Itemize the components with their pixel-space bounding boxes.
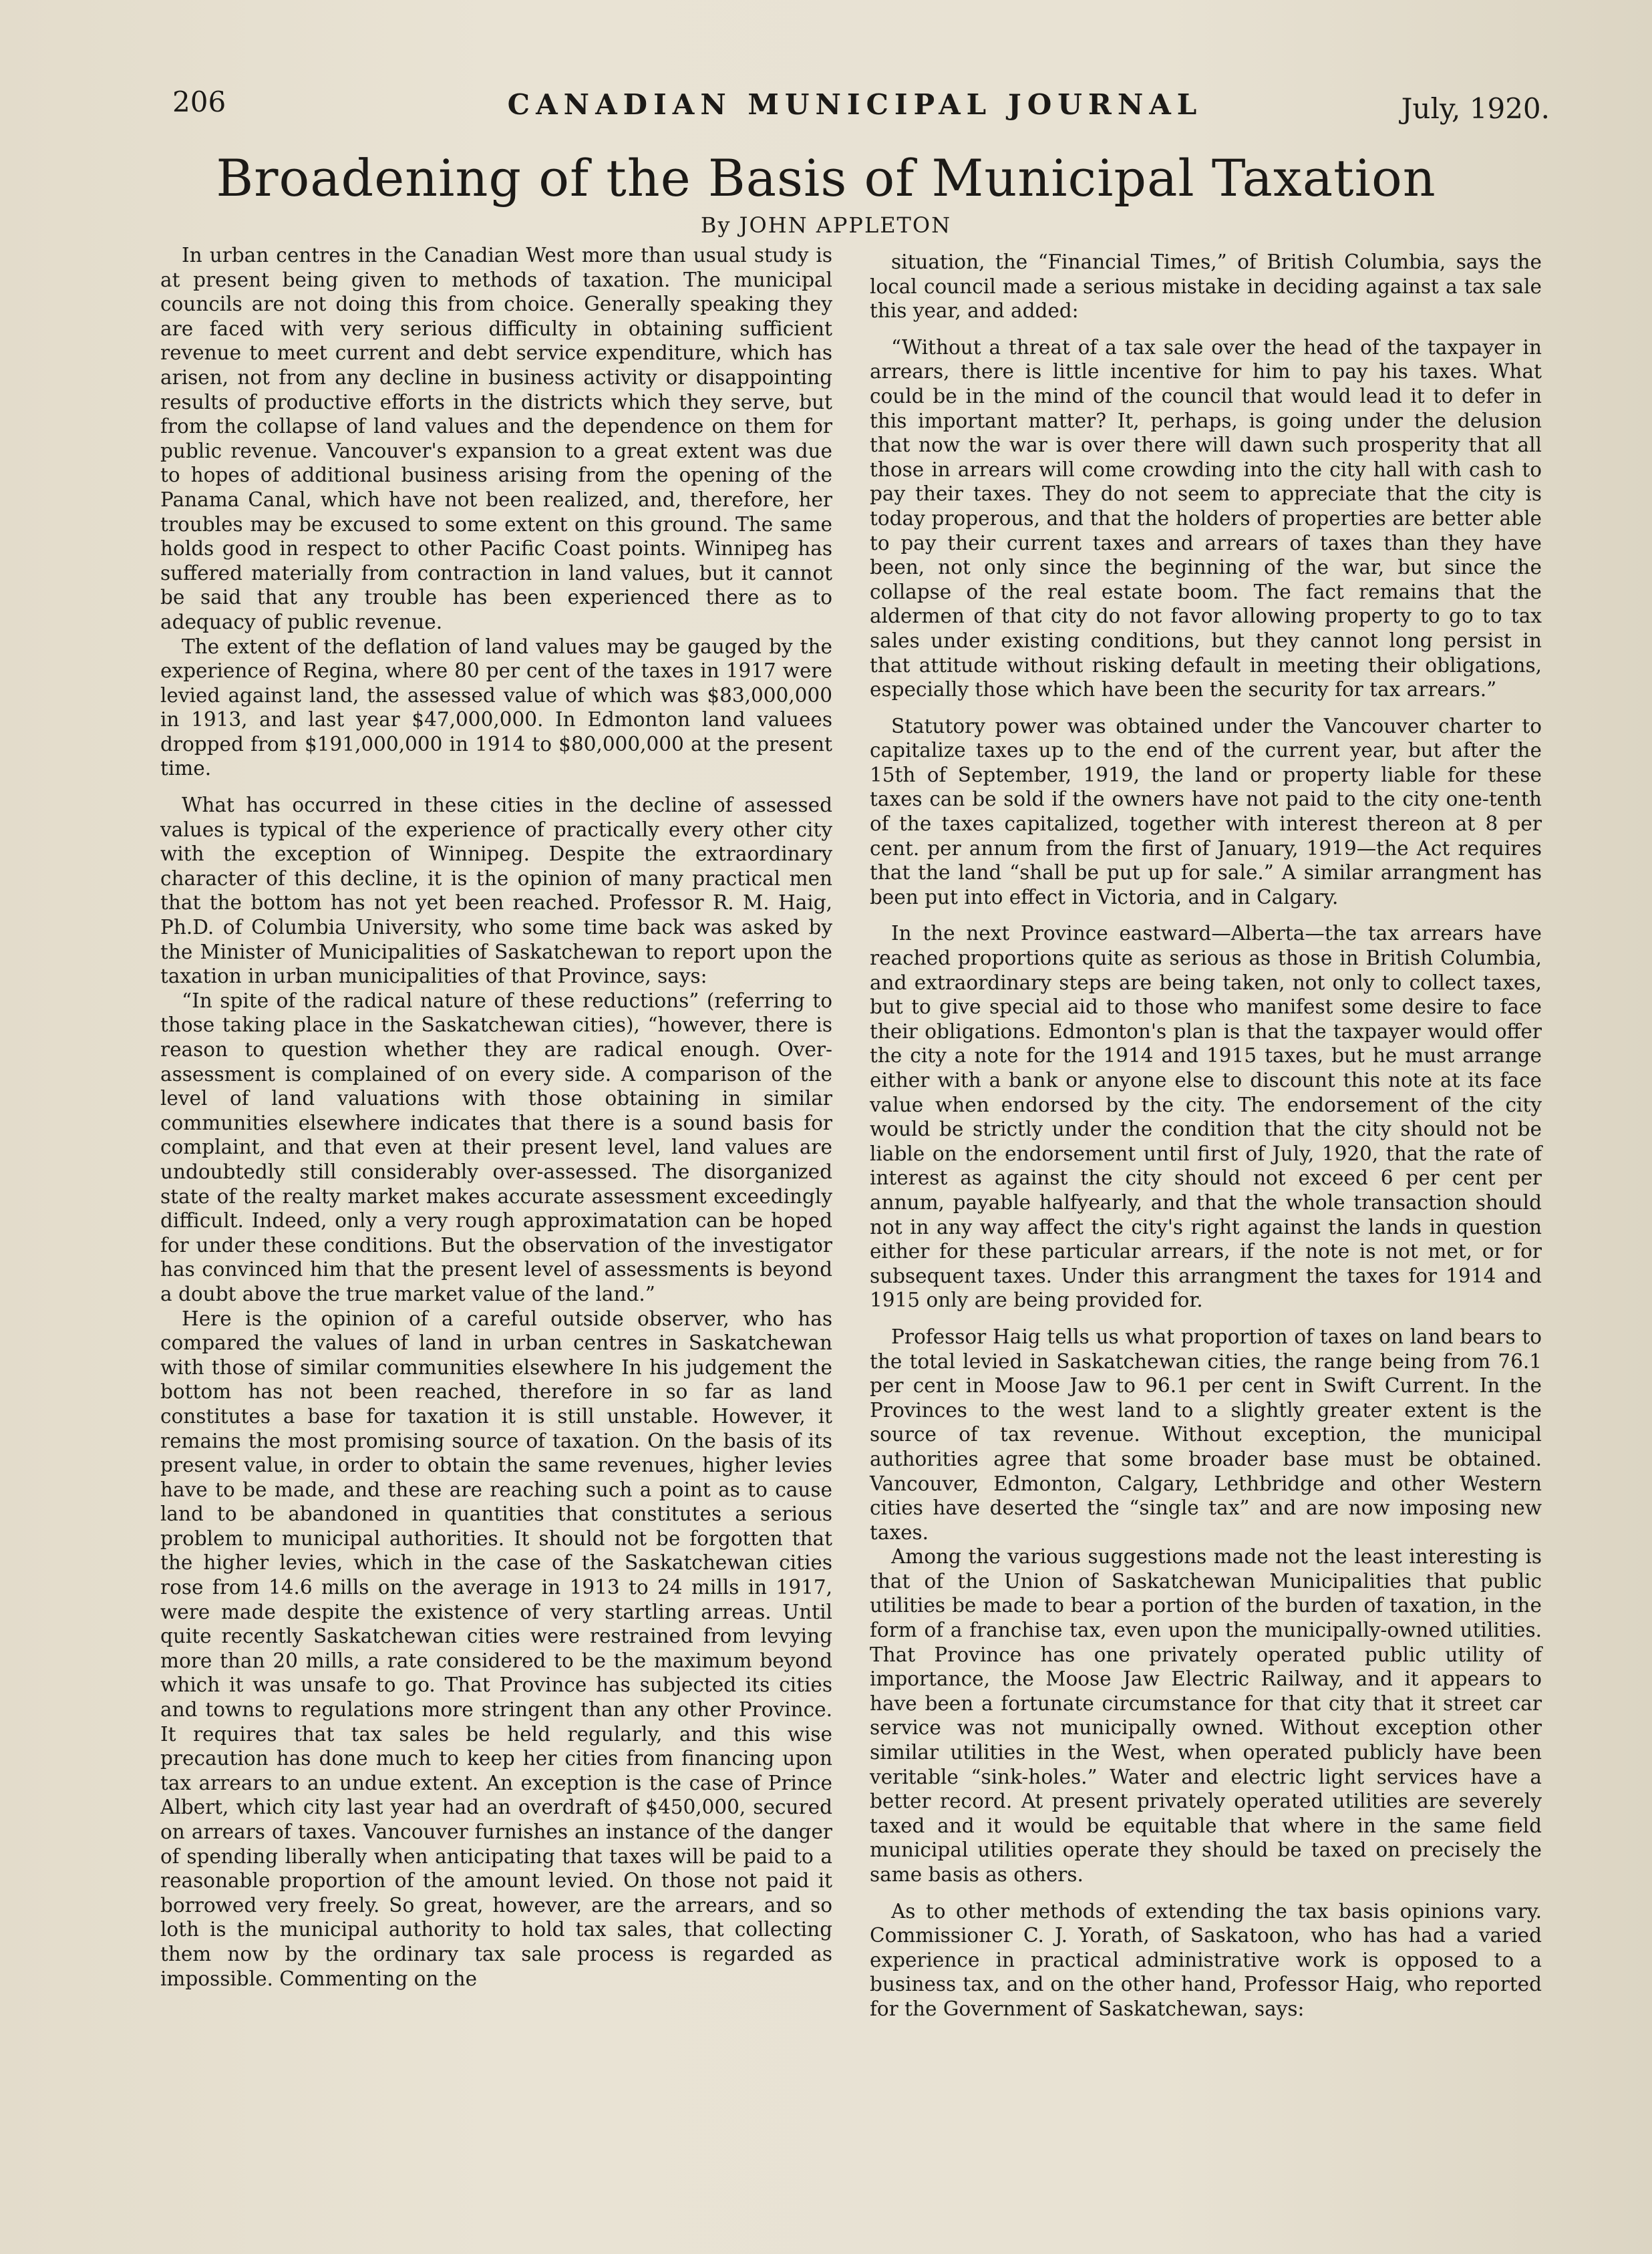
- paragraph: The extent of the deflation of land values may be gauged by the experience of Regina, where 80 per cent of the taxes in 1917 were levied against land, the assessed value of which was $83,000,000 in 1913, and last year $47,000,000. In Edmonton land valuees dropped from $191,000,000 in 1914 to $80,000,000 at the present time.: [160, 635, 832, 780]
- article-byline: By JOHN APPLETON: [700, 212, 952, 238]
- quoted-paragraph: “In spite of the radical nature of these reductions” (referring to those taking place in the Saskatchewan cities), “however, there is reason to question whether they are radical enough. Over-assessment is complained of on every side. A comparison of the level of land valuations with those obtaining in similar communities elsewhere indicates that there is a sound basis for complaint, and that even at their present level, land values are undoubtedly still considerably over-assessed. The disorganized state of the realty market makes accurate assessment exceedingly difficult. Indeed, only a very rough approximatation can be hoped for under these conditions. But the observation of the investigator has convinced him that the present level of assessments is beyond a doubt above the true market value of the land.”: [160, 989, 832, 1305]
- paragraph: What has occurred in these cities in the decline of assessed values is typical of the experience of practically every other city with the exception of Winnipeg. Despite the extraordinary character of this decline, it is the opinion of many practical men that the bottom has not yet been reached. Professor R. M. Haig, Ph.D. of Columbia University, who some time back was asked by the Minister of Municipalities of Saskatchewan to report upon the taxation in urban municipalities of that Province, says:: [160, 794, 832, 988]
- right-column: [870, 250, 1542, 2022]
- paragraph: As to other methods of extending the tax basis opinions vary. Commissioner C. J. Yorath, of Saskatoon, who has had a varied experience in practical administrative work is opposed to a business tax, and on the other hand, Professor Haig, who reported for the Government of Saskatchewan, says:: [870, 1899, 1542, 2020]
- paragraph: Here is the opinion of a careful outside observer, who has compared the values of land in urban centres in Saskatchewan with those of similar communities elsewhere In his judgement the bottom has not been reached, therefore in so far as land constitutes a base for taxation it is still unstable. However, it remains the most promising source of taxation. On the basis of its present value, in order to obtain the same revenues, higher levies have to be made, and these are reaching such a point as to cause land to be abandoned in quantities that constitutes a serious problem to municipal authorities. It should not be forgotten that the higher levies, which in the case of the Saskatchewan cities rose from 14.6 mills on the average in 1913 to 24 mills in 1917, were made despite the existence of very startling arreas. Until quite recently Saskatchewan cities were restrained from levying more than 20 mills, a rate considered to be the maximum beyond which it was unsafe to go. That Province has subjected its cities and towns to regulations more stringent than any other Province. It requires that tax sales be held regularly, and this wise precaution has done much to keep her cities from financing upon tax arrears to an undue extent. An exception is the case of Prince Albert, which city last year had an overdraft of $450,000, secured on arrears of taxes. Vancouver furnishes an instance of the danger of spending liberally when anticipating that taxes will be paid to a reasonable proportion of the amount levied. On those not paid it borrowed very freely. So great, however, are the arrears, and so loth is the municipal authority to hold tax sales, that collecting them now by the ordinary tax sale process is regarded as impossible. Commenting on the: [160, 1307, 832, 1990]
- article-title: Broadening of the Basis of Municipal Taxation: [216, 148, 1436, 208]
- paragraph: Among the various suggestions made not the least interesting is that of the Union of Saskatchewan Municipalities that public utilities be made to bear a portion of the burden of taxation, in the form of a franchise tax, even upon the municipally-owned utilities. That Province has one privately operated public utility of importance, the Moose Jaw Electric Railway, and it appears to have been a fortunate circumstance for that city that it street car service was not municipally owned. Without exception other similar utilities in the West, when operated publicly have been veritable “sink-holes.” Water and electric light services have a better record. At present privately operated utilities are severely taxed and it would be equitable that where in the same field municipal utilities operate they should be taxed on precisely the same basis as others.: [870, 1545, 1542, 1886]
- paragraph: Professor Haig tells us what proportion of taxes on land bears to the total levied in Saskatchewan cities, the range being from 76.1 per cent in Moose Jaw to 96.1 per cent in Swift Current. In the Provinces to the west land to a slightly greater extent is the source of tax revenue. Without exception, the municipal authorities agree that some broader base must be obtained. Vancouver, Edmonton, Calgary, Lethbridge and other Western cities have deserted the “single tax” and are now imposing new taxes.: [870, 1325, 1542, 1544]
- quoted-paragraph: “Without a threat of a tax sale over the head of the taxpayer in arrears, there is little incentive for him to pay his taxes. What could be in the mind of the council that would lead it to defer in this important matter? It, perhaps, is going under the delusion that now the war is over there will dawn such prosperity that all those in arrears will come crowding into the city hall with cash to pay their taxes. They do not seem to appreciate that the city is today properous, and that the holders of properties are better able to pay their current taxes and arrears of taxes than they have been, not only since the beginning of the war, but since the collapse of the real estate boom. The fact remains that the aldermen of that city do not favor allowing property to go to tax sales under existing conditions, but they cannot long persist in that attitude without risking default in meeting their obligations, especially those which have been the security for tax arrears.”: [870, 335, 1542, 701]
- issue-date: July, 1920.: [1401, 92, 1550, 125]
- left-column: [160, 243, 832, 1991]
- paragraph: Statutory power was obtained under the Vancouver charter to capitalize taxes up to the end of the current year, but after the 15th of September, 1919, the land or property liable for these taxes can be sold if the owners have not paid to the city one-tenth of the taxes capitalized, together with interest thereon at 8 per cent. per annum from the first of January, 1919—the Act requires that the land “shall be put up for sale.” A similar arrangment has been put into effect in Victoria, and in Calgary.: [870, 714, 1542, 909]
- paragraph: In urban centres in the Canadian West more than usual study is at present being given to methods of taxation. The municipal councils are not doing this from choice. Generally speaking they are faced with very serious difficulty in obtaining sufficient revenue to meet current and debt service expenditure, which has arisen, not from any decline in business activity or disappointing results of productive efforts in the districts which they serve, but from the collapse of land values and the dependence on them for public revenue. Vancouver's expansion to a great extent was due to hopes of additional business arising from the opening of the Panama Canal, which have not been realized, and, therefore, her troubles may be excused to some extent on this ground. The same holds good in respect to other Pacific Coast points. Winnipeg has suffered materially from contraction in land values, but it cannot be said that any trouble has been experienced there as to adequacy of public revenue.: [160, 244, 832, 633]
- page-number: 206: [172, 86, 226, 118]
- running-header: [160, 86, 1550, 126]
- paragraph: In the next Province eastward—Alberta—the tax arrears have reached proportions quite as serious as those in British Columbia, and extraordinary steps are being taken, not only to collect taxes, but to give special aid to those who manifest some desire to face their obligations. Edmonton's plan is that the taxpayer would offer the city a note for the 1914 and 1915 taxes, but he must arrange either with a bank or anyone else to discount this note at its face value when endorsed by the city. The endorsement of the city would be strictly under the condition that the city should not be liable on the endorsement until first of July, 1920, that the rate of interest as against the city should not exceed 6 per cent per annum, payable halfyearly, and that the whole transaction should not in any way affect the city's right against the lands in question either for these particular arrears, if the note is not met, or for subsequent taxes. Under this arrangment the taxes for 1914 and 1915 only are being provided for.: [870, 922, 1542, 1312]
- journal-name: CANADIAN MUNICIPAL JOURNAL: [507, 88, 1203, 121]
- paragraph: situation, the “Financial Times,” of British Columbia, says the local council made a serious mistake in deciding against a tax sale this year, and added:: [870, 251, 1542, 323]
